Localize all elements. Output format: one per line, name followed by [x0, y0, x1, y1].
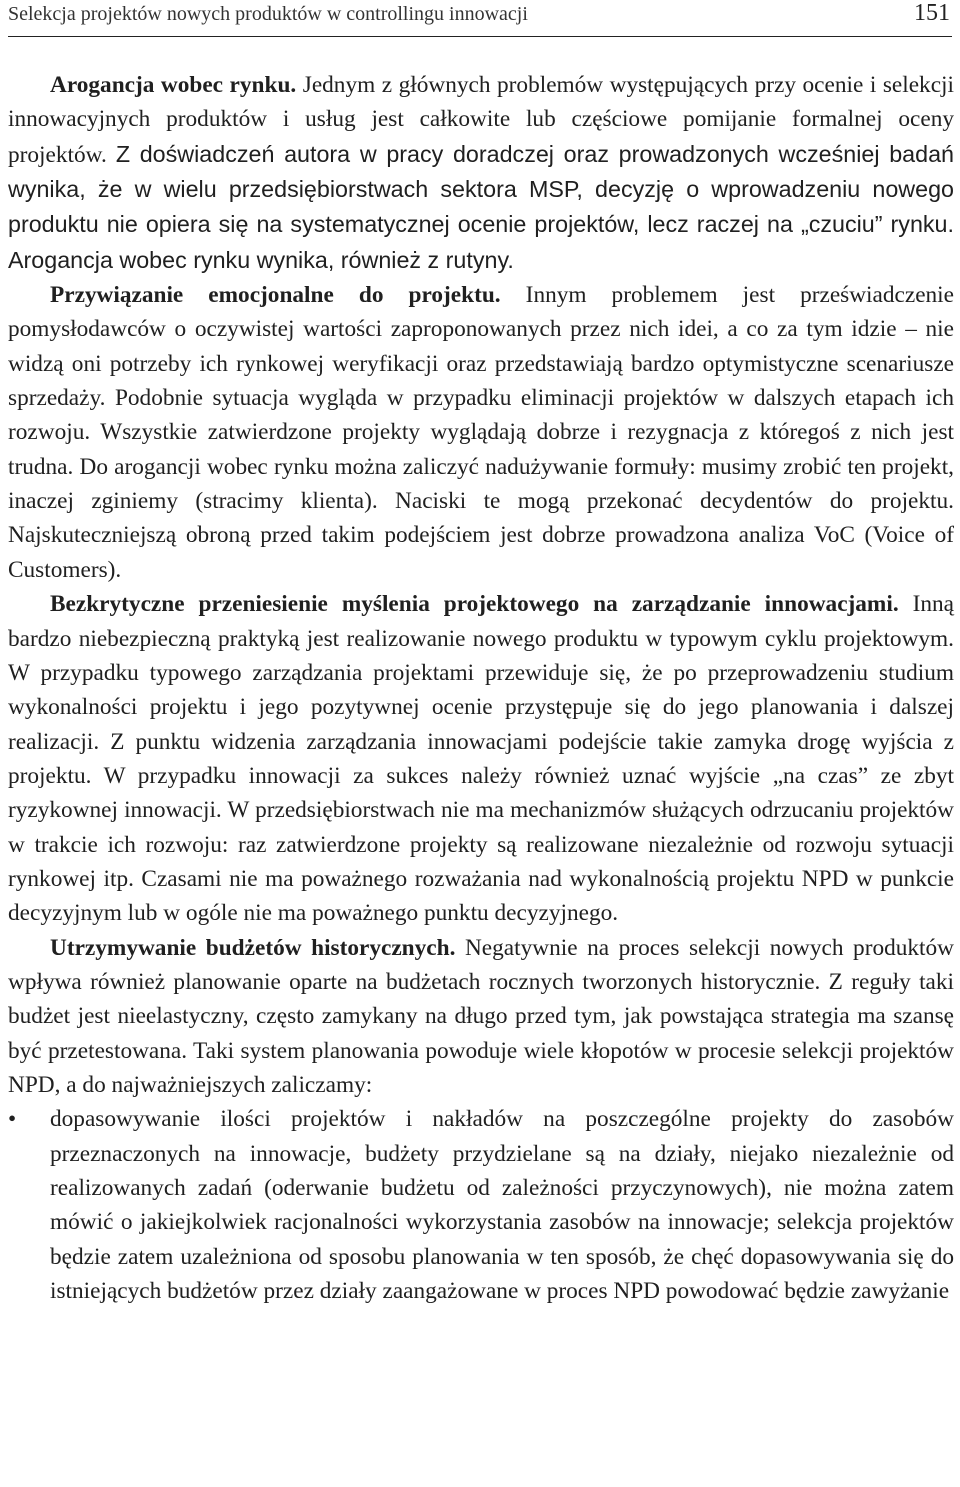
paragraph-text: Jednym z głównych problemów występujących przy ocenie i selekcji innowacyjnych produktów i usług jest całkowite lub częściowe pomijanie formalnej oceny projektów. [8, 72, 954, 168]
paragraph-text: Inną bardzo niebezpieczną praktyką jest realizowanie nowego produktu w typowym cyklu projektowym. W przypadku typowego zarządzania projektami przewiduje się, że po przeprowadzeniu studium wykonalności projektu i jego pozytywnej ocenie przystępuje się do jego planowania i dalszej realizacji. Z punktu widzenia zarządzania innowacjami podejście takie zamyka drogę wyjścia z projektu. W przypadku innowacji za sukces należy również uznać wyjście „na czas” ze zbyt ryzykownej innowacji. W przedsiębiorstwach nie ma mechanizmów służących odrzucaniu projektów w trakcie ich rozwoju: raz zatwierdzone projekty są realizowane niezależnie od rozwoju sytuacji rynkowej itp. Czasami nie ma poważnego rozważania nad wykonalnością projektu NPD w punkcie decyzyjnym lub w ogóle nie ma poważnego punktu decyzyjnego. [8, 591, 954, 927]
paragraph-text: Innym problemem jest przeświadczenie pomysłodawców o oczywistej wartości zaproponowanych przez nich idei, a co za tym idzie – nie widzą oni potrzeby ich rynkowej weryfikacji oraz przedstawiają bardzo optymistyczne scenariusze sprzedaży. Podobnie sytuacja wygląda w przypadku eliminacji projektów w dalszych etapach ich rozwoju. Wszystkie zatwierdzone projekty wyglądają dobrze i rezygnacja z któregoś z nich jest trudna. Do arogancji wobec rynku można zaliczyć nadużywanie formuły: musimy zrobić ten projekt, inaczej zginiemy (stracimy klienta). Naciski te mogą przekonać decydentów do projektu. Najskuteczniejszą obroną przed takim podejściem jest dobrze prowadzona analiza VoC (Voice of Customers). [8, 282, 954, 583]
body-text [8, 68, 954, 1308]
paragraph [8, 278, 954, 587]
paragraph-lead: Przywiązanie emocjonalne do projektu. [50, 282, 501, 309]
list-item [8, 1102, 954, 1308]
paragraph-text: Z doświadczeń autora w pracy doradczej oraz prowadzonych wcześniej badań wynika, że w wielu przedsiębiorstwach sektora MSP, decyzję o wprowadzeniu nowego produktu nie opiera się na systematycznej ocenie projektów, lecz raczej na „czuciu” rynku. Arogancja wobec rynku wynika, również z rutyny. [8, 140, 954, 273]
paragraph [8, 931, 954, 1103]
paragraph [8, 68, 954, 278]
bullet-icon: • [8, 1106, 17, 1133]
paragraph [8, 587, 954, 930]
paragraph-lead: Bezkrytyczne przeniesienie myślenia projektowego na zarządzanie innowacjami. [50, 591, 899, 618]
paragraph-lead: Utrzymywanie budżetów historycznych. [50, 934, 456, 961]
running-title: Selekcja projektów nowych produktów w controllingu innowacji [8, 3, 528, 25]
list-item-text: dopasowywanie ilości projektów i nakładów na poszczególne projekty do zasobów przeznaczonych na innowacje, budżety przydzielane są na działy, niejako niezależnie od realizowanych zadań (oderwanie budżetu od zależności przyczynowych), nie można zatem mówić o jakiejkolwiek racjonalności wykorzystania zasobów na innowacje; selekcja projektów będzie zatem uzależniona od sposobu planowania w ten sposób, że chęć dopasowywania się do istniejących budżetów przez działy zaangażowane w proces NPD powodować będzie zawyżanie [50, 1106, 954, 1305]
page-header [8, 0, 952, 37]
bullet-list [8, 1102, 954, 1308]
paragraph-lead: Arogancja wobec rynku. [50, 72, 297, 98]
page-number: 151 [914, 0, 950, 26]
paragraph-text: Negatywnie na proces selekcji nowych produktów wpływa również planowanie oparte na budżetach rocznych tworzonych historycznie. Z reguły taki budżet jest nieelastyczny, często zamykany na długo przed tym, jak powstająca strategia ma szansę być przetestowana. Taki system planowania powoduje wiele kłopotów w procesie selekcji projektów NPD, a do najważniejszych zaliczamy: [8, 934, 955, 1098]
